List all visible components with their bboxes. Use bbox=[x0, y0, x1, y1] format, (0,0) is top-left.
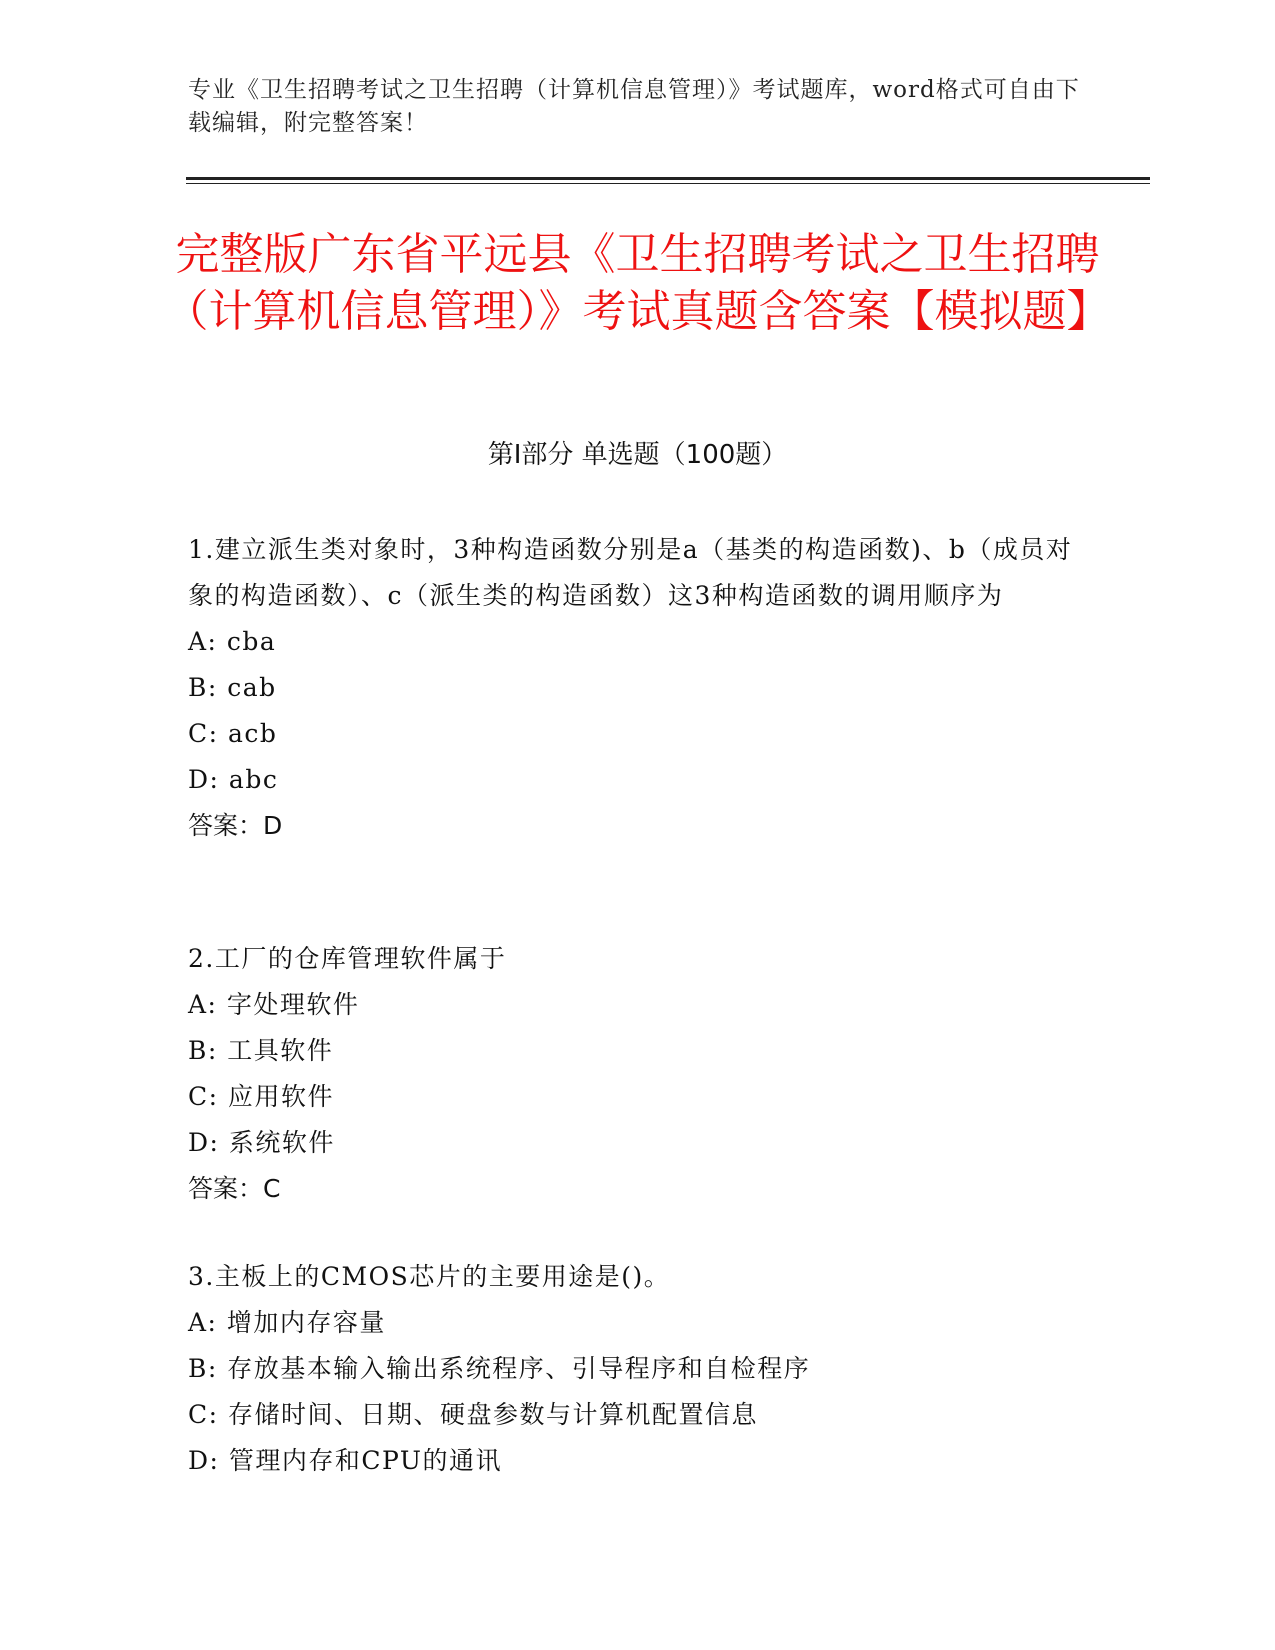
option-c: C: 应用软件 bbox=[188, 1082, 334, 1111]
option-b: B: 存放基本输入输出系统程序、引导程序和自检程序 bbox=[188, 1354, 811, 1383]
question-stem: 1.建立派生类对象时，3种构造函数分别是a（基类的构造函数)、b（成员对象的构造函数）、c（派生类的构造函数）这3种构造函数的调用顺序为 bbox=[188, 535, 1073, 610]
question-1 bbox=[188, 527, 1088, 849]
option-a: A: cba bbox=[188, 627, 277, 656]
option-d: D: abc bbox=[188, 765, 279, 794]
option-a: A: 字处理软件 bbox=[188, 990, 360, 1019]
header-divider-thick bbox=[186, 177, 1150, 180]
question-3 bbox=[188, 1254, 1088, 1484]
question-stem: 2.工厂的仓库管理软件属于 bbox=[188, 944, 507, 973]
section-heading: 第I部分 单选题（100题） bbox=[487, 440, 788, 470]
question-stem: 3.主板上的CMOS芯片的主要用途是()。 bbox=[188, 1262, 671, 1291]
option-a: A: 增加内存容量 bbox=[188, 1308, 386, 1337]
option-d: D: 管理内存和CPU的通讯 bbox=[188, 1446, 502, 1475]
option-c: C: acb bbox=[188, 719, 278, 748]
option-c: C: 存储时间、日期、硬盘参数与计算机配置信息 bbox=[188, 1400, 758, 1429]
option-b: B: cab bbox=[188, 673, 277, 702]
option-b: B: 工具软件 bbox=[188, 1036, 334, 1065]
question-2 bbox=[188, 936, 1088, 1212]
answer: 答案：D bbox=[188, 811, 283, 840]
header-note: 专业《卫生招聘考试之卫生招聘（计算机信息管理）》考试题库，word格式可自由下载编辑，附完整答案！ bbox=[188, 77, 1080, 136]
answer: 答案：C bbox=[188, 1174, 281, 1203]
document-title: 完整版广东省平远县《卫生招聘考试之卫生招聘（计算机信息管理）》考试真题含答案【模拟题】 bbox=[164, 229, 1111, 337]
header-divider-thin bbox=[186, 183, 1150, 184]
option-d: D: 系统软件 bbox=[188, 1128, 335, 1157]
